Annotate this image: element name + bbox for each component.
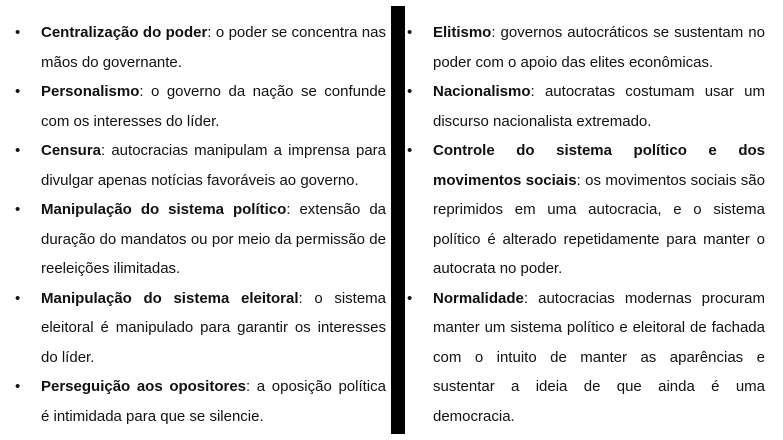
- bullet-icon: •: [15, 83, 21, 100]
- left-bullet-list: [13, 18, 386, 431]
- bullet-icon: •: [407, 24, 413, 41]
- item-separator: :: [246, 378, 251, 395]
- item-separator: :: [523, 289, 529, 307]
- left-column: [13, 18, 386, 431]
- item-text: extensão da duração do mandatos ou por meio da permissão de reeleições ilimitadas.: [41, 201, 387, 277]
- item-separator: :: [491, 24, 496, 41]
- item-term: Manipulação do sistema eleitoral: [41, 289, 299, 307]
- item-term: Censura: [41, 142, 102, 159]
- item-term: Controle do sistema político e dos movimentos sociais: [433, 142, 765, 189]
- item-separator: :: [207, 24, 212, 41]
- bullet-icon: •: [15, 201, 21, 218]
- item-term: Manipulação do sistema político: [41, 201, 287, 218]
- list-item: [405, 18, 765, 77]
- item-text: autocracias modernas procuram manter um sistema político e eleitoral de fachada com o intuito de manter as aparências e sustentar a ideia de que ainda é uma democracia.: [433, 289, 765, 425]
- item-separator: :: [139, 83, 144, 100]
- list-item: [13, 136, 386, 195]
- bullet-icon: •: [15, 289, 21, 307]
- item-text: autocratas costumam usar um discurso nacionalista extremado.: [433, 83, 765, 130]
- bullet-icon: •: [407, 289, 413, 307]
- list-item: [13, 195, 386, 284]
- item-text: o poder se concentra nas mãos do governante.: [41, 24, 386, 71]
- right-column: [405, 18, 765, 431]
- right-bullet-list: [405, 18, 765, 431]
- item-term: Centralização do poder: [41, 24, 208, 41]
- bullet-icon: •: [407, 142, 413, 159]
- column-divider: [391, 6, 405, 434]
- bullet-icon: •: [15, 378, 21, 395]
- list-item: [13, 77, 386, 136]
- list-item: [13, 18, 386, 77]
- list-item: [405, 284, 765, 432]
- item-text: autocracias manipulam a imprensa para divulgar apenas notícias favoráveis ao governo.: [41, 142, 386, 189]
- item-text: a oposição política é intimidada para que se silencie.: [41, 378, 386, 425]
- list-item: [13, 372, 386, 431]
- list-item: [405, 77, 765, 136]
- item-separator: :: [101, 142, 106, 159]
- item-separator: :: [530, 83, 535, 100]
- item-separator: :: [298, 289, 303, 307]
- bullet-icon: •: [407, 83, 413, 100]
- item-text: governos autocráticos se sustentam no poder com o apoio das elites econômicas.: [433, 24, 765, 71]
- item-term: Perseguição aos opositores: [41, 378, 246, 395]
- list-item: [405, 136, 765, 284]
- item-text: o governo da nação se confunde com os interesses do líder.: [41, 83, 386, 130]
- item-separator: :: [286, 201, 291, 218]
- bullet-icon: •: [15, 142, 21, 159]
- item-term: Normalidade: [433, 289, 524, 307]
- item-term: Personalismo: [41, 83, 140, 100]
- item-term: Elitismo: [433, 24, 492, 41]
- item-term: Nacionalismo: [433, 83, 531, 100]
- item-separator: :: [576, 171, 581, 189]
- bullet-icon: •: [15, 24, 21, 41]
- item-text: o sistema eleitoral é manipulado para garantir os interesses do líder.: [41, 289, 387, 366]
- list-item: [13, 284, 386, 373]
- item-text: os movimentos sociais são reprimidos em uma autocracia, e o sistema político é alterado repetidamente para manter o autocrata no poder.: [433, 171, 765, 277]
